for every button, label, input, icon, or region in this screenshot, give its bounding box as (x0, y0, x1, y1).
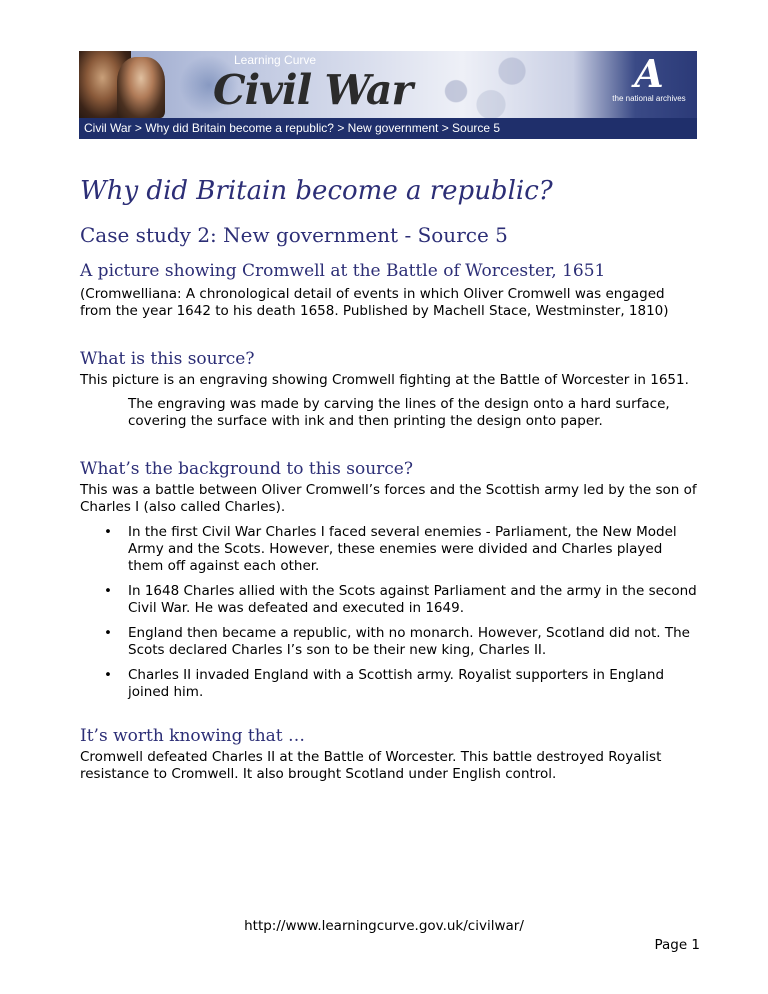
background-text: This was a battle between Oliver Cromwell’s forces and the Scottish army led by the son of Charles I (also called Charles). (80, 482, 697, 515)
worth-knowing-heading: It’s worth knowing that … (80, 726, 306, 746)
national-archives-logo[interactable] (609, 51, 689, 114)
source-heading: A picture showing Cromwell at the Battle of Worcester, 1651 (80, 261, 606, 281)
breadcrumb[interactable]: Civil War > Why did Britain become a republic? > New government > Source 5 (79, 118, 697, 139)
list-item: • In the first Civil War Charles I faced several enemies - Parliament, the New Model Army and the Scots. However, these enemies were divided and Charles played them off against each other. (80, 524, 700, 575)
footer-url[interactable]: http://www.learningcurve.gov.uk/civilwar/ (244, 918, 524, 934)
logo-text: the national archives (612, 94, 686, 103)
learning-curve-label: Learning Curve (234, 53, 317, 67)
page-title: Why did Britain become a republic? (80, 176, 553, 206)
site-title: Civil War (213, 66, 413, 114)
header-banner (79, 51, 697, 139)
list-item: • In 1648 Charles allied with the Scots against Parliament and the army in the second Civil War. He was defeated and executed in 1649. (80, 583, 700, 617)
page-number: Page 1 (654, 937, 700, 953)
banner-artwork (79, 51, 697, 118)
list-item: • England then became a republic, with no monarch. However, Scotland did not. The Scots declared Charles I’s son to be their new king, Charles II. (80, 625, 700, 659)
what-is-text: This picture is an engraving showing Cromwell fighting at the Battle of Worcester in 1651. (80, 372, 689, 388)
document-body (80, 174, 700, 783)
case-study-heading: Case study 2: New government - Source 5 (80, 223, 508, 247)
what-is-heading: What is this source? (80, 349, 255, 369)
citation-text: (Cromwelliana: A chronological detail of events in which Oliver Cromwell was engaged from the year 1642 to his death 1658. Published by Machell Stace, Westminster, 1810) (80, 286, 669, 319)
decorative-swirl (414, 51, 554, 118)
logo-letter: A (634, 51, 664, 96)
background-list (80, 524, 700, 701)
list-item: • Charles II invaded England with a Scottish army. Royalist supporters in England joined him. (80, 667, 700, 701)
background-heading: What’s the background to this source? (80, 459, 413, 479)
portrait-image (117, 57, 165, 118)
worth-knowing-text: Cromwell defeated Charles II at the Battle of Worcester. This battle destroyed Royalist resistance to Cromwell. It also brought Scotland under English control. (80, 749, 662, 782)
what-is-note: The engraving was made by carving the lines of the design onto a hard surface, covering the surface with ink and then printing the design onto paper. (128, 396, 670, 429)
